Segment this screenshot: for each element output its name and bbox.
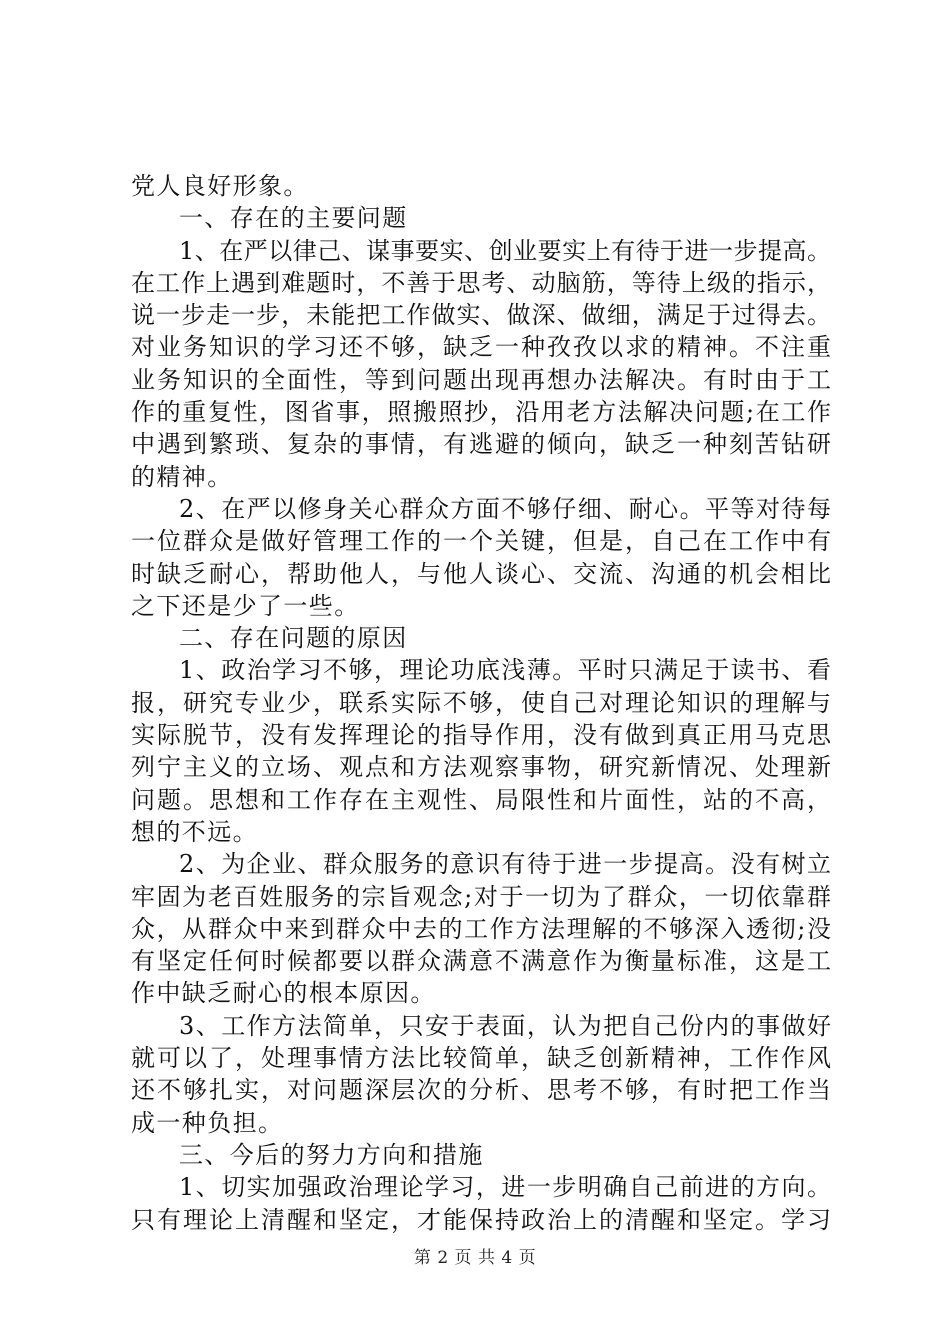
text-line: 对业务知识的学习还不够，缺乏一种孜孜以求的精神。不注重: [131, 333, 831, 362]
text-line: 二、存在问题的原因: [179, 624, 408, 653]
text-line: 1、切实加强政治理论学习，进一步明确自己前进的方向。: [179, 1173, 831, 1202]
text-line: 一位群众是做好管理工作的一个关键，但是，自己在工作中有: [131, 527, 831, 556]
text-line: 作的重复性，图省事，照搬照抄，沿用老方法解决问题;在工作: [131, 398, 831, 427]
text-line: 作中缺乏耐心的根本原因。: [131, 979, 436, 1008]
text-line: 中遇到繁琐、复杂的事情，有逃避的倾向，缺乏一种刻苦钻研: [131, 430, 831, 459]
text-line: 牢固为老百姓服务的宗旨观念;对于一切为了群众，一切依靠群: [131, 882, 831, 911]
text-line: 问题。思想和工作存在主观性、局限性和片面性，站的不高，: [131, 785, 831, 814]
text-line: 一、存在的主要问题: [179, 204, 408, 233]
page-number: 第 2 页 共 4 页: [413, 1248, 537, 1268]
text-line: 1、在严以律己、谋事要实、创业要实上有待于进一步提高。: [179, 236, 831, 265]
text-line: 2、在严以修身关心群众方面不够仔细、耐心。平等对待每: [179, 494, 831, 523]
text-line: 成一种负担。: [131, 1108, 284, 1137]
text-line: 三、今后的努力方向和措施: [179, 1140, 484, 1169]
text-line: 2、为企业、群众服务的意识有待于进一步提高。没有树立: [179, 850, 831, 879]
page-footer: [0, 1243, 950, 1268]
text-line: 列宁主义的立场、观点和方法观察事物，研究新情况、处理新: [131, 753, 831, 782]
text-line: 时缺乏耐心，帮助他人，与他人谈心、交流、沟通的机会相比: [131, 559, 831, 588]
text-line: 的精神。: [131, 462, 233, 491]
text-line: 业务知识的全面性，等到问题出现再想办法解决。有时由于工: [131, 365, 831, 394]
document-body: [131, 170, 831, 1236]
text-line: 在工作上遇到难题时，不善于思考、动脑筋，等待上级的指示，: [131, 268, 831, 297]
text-line: 还不够扎实，对问题深层次的分析、思考不够，有时把工作当: [131, 1076, 831, 1105]
text-line: 有坚定任何时候都要以群众满意不满意作为衡量标准，这是工: [131, 947, 831, 976]
text-line: 就可以了，处理事情方法比较简单，缺乏创新精神，工作作风: [131, 1044, 831, 1073]
text-line: 说一步走一步，未能把工作做实、做深、做细，满足于过得去。: [131, 301, 831, 330]
text-line: 只有理论上清醒和坚定，才能保持政治上的清醒和坚定。学习: [131, 1205, 831, 1234]
text-line: 1、政治学习不够，理论功底浅薄。平时只满足于读书、看: [179, 656, 831, 685]
text-line: 之下还是少了一些。: [131, 591, 360, 620]
text-line: 实际脱节，没有发挥理论的指导作用，没有做到真正用马克思: [131, 721, 831, 750]
text-line: 报，研究专业少，联系实际不够，使自己对理论知识的理解与: [131, 688, 831, 717]
text-line: 3、工作方法简单，只安于表面，认为把自己份内的事做好: [179, 1011, 831, 1040]
text-line: 想的不远。: [131, 817, 258, 846]
text-line: 党人良好形象。: [131, 172, 309, 200]
text-line: 众，从群众中来到群众中去的工作方法理解的不够深入透彻;没: [131, 914, 831, 943]
